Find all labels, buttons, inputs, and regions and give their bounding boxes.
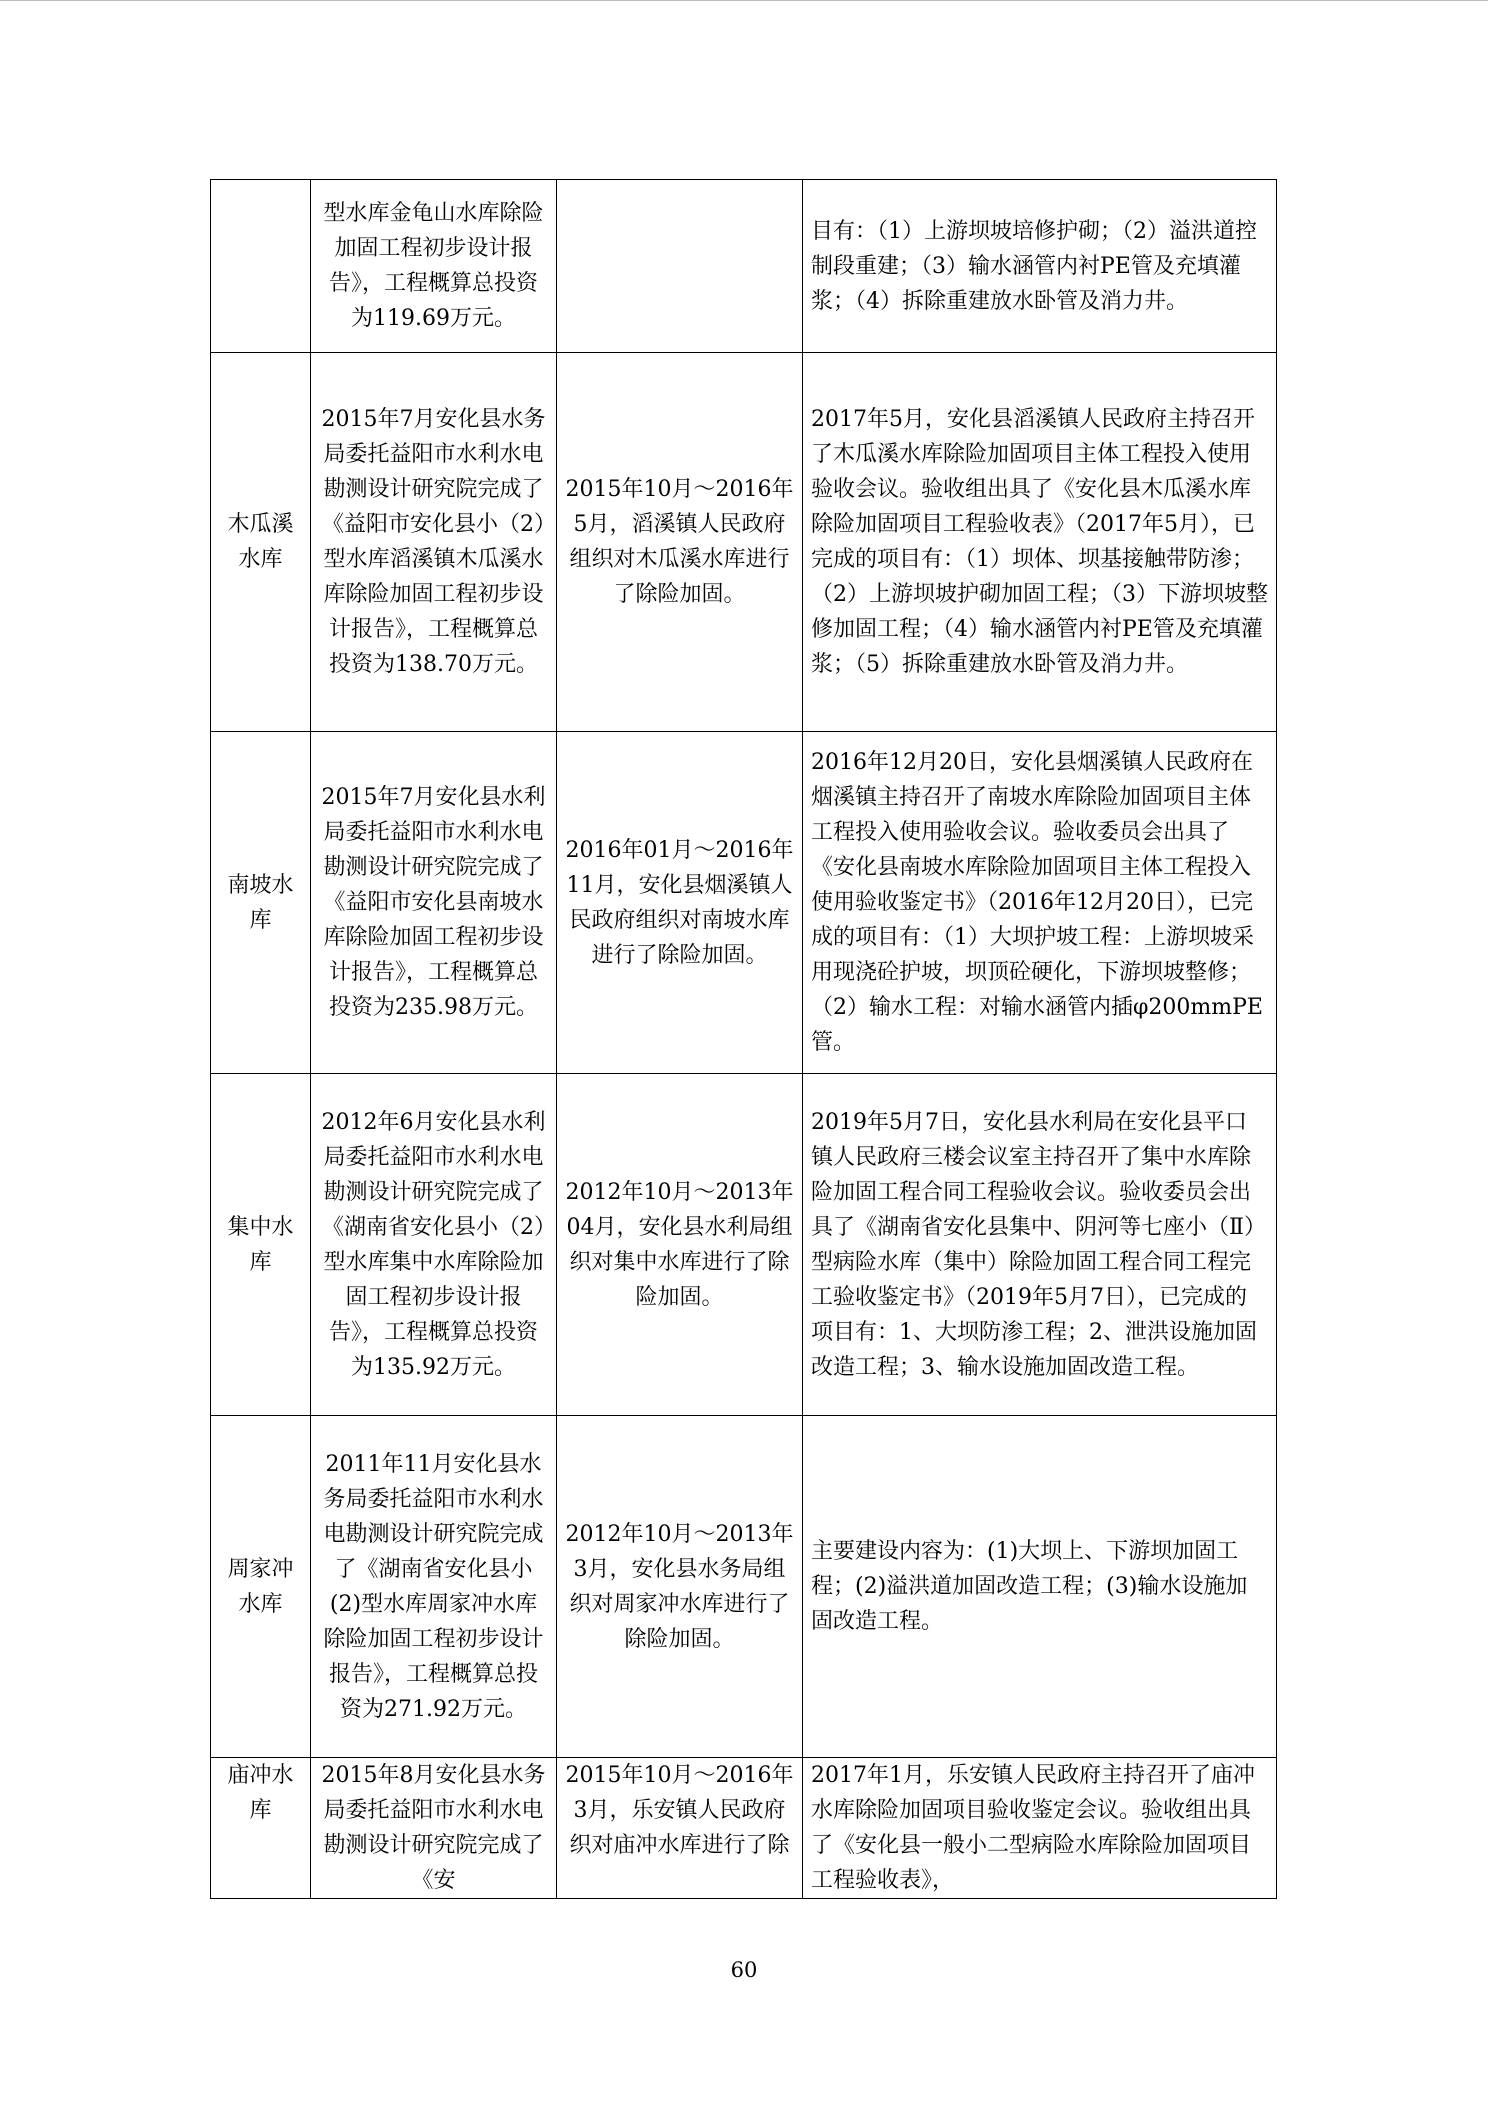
reservoir-name: 庙冲水库 <box>227 1763 294 1823</box>
period-cell <box>557 1074 803 1416</box>
construction-period-text: 2012年10月～2013年3月，安化县水务局组织对周家冲水库进行了除险加固。 <box>565 1521 794 1652</box>
design-report-text: 型水库金龟山水库除险加固工程初步设计报告》，工程概算总投资为119.69万元。 <box>323 201 544 331</box>
acceptance-text: 主要建设内容为：(1)大坝上、下游坝加固工程；(2)溢洪道加固改造工程；(3)输水设施加固改造工程。 <box>811 1539 1248 1634</box>
period-cell <box>557 353 803 732</box>
table-row <box>211 1074 1277 1416</box>
acceptance-cell <box>803 353 1277 732</box>
reservoir-name: 集中水库 <box>227 1214 294 1275</box>
acceptance-text: 2016年12月20日，安化县烟溪镇人民政府在烟溪镇主持召开了南坡水库除险加固项目主体工程投入使用验收会议。验收委员会出具了《安化县南坡水库除险加固项目主体工程投入使用验收鉴定书》（2016年12月20日），已完成的项目有：（1）大坝护坡工程：上游坝坡采用现浇砼护坡，坝顶砼硬化，下游坝坡整修；（2）输水工程：对输水涵管内插φ200mmPE管。 <box>811 750 1263 1055</box>
page-number: 60 <box>730 1958 758 1982</box>
construction-period-text: 2015年10月～2016年5月，滔溪镇人民政府组织对木瓜溪水库进行了除险加固。 <box>565 477 794 607</box>
acceptance-cell <box>803 180 1277 353</box>
acceptance-cell <box>803 1074 1277 1416</box>
reservoir-name: 南坡水库 <box>227 872 294 933</box>
design-cell <box>311 180 557 353</box>
page-top-border <box>0 0 1488 1</box>
reservoir-name: 木瓜溪水库 <box>227 512 294 572</box>
construction-period-text: 2016年01月～2016年11月，安化县烟溪镇人民政府组织对南坡水库进行了除险加固。 <box>565 837 794 968</box>
design-report-text: 2012年6月安化县水利局委托益阳市水利水电勘测设计研究院完成了《湖南省安化县小（2）型水库集中水库除险加固工程初步设计报告》，工程概算总投资为135.92万元。 <box>321 1109 546 1380</box>
acceptance-text: 目有：（1）上游坝坡培修护砌；（2）溢洪道控制段重建；（3）输水涵管内衬PE管及充填灌浆；（4）拆除重建放水卧管及消力井。 <box>811 218 1257 314</box>
design-cell <box>311 353 557 732</box>
table-row <box>211 180 1277 353</box>
acceptance-text: 2019年5月7日，安化县水利局在安化县平口镇人民政府三楼会议室主持召开了集中水库除险加固工程合同工程验收会议。验收委员会出具了《湖南省安化县集中、阴河等七座小（Ⅱ）型病险水库（集中）除险加固工程合同工程完工验收鉴定书》（2019年5月7日），已完成的项目有：1、大坝防渗工程；2、泄洪设施加固改造工程；3、输水设施加固改造工程。 <box>811 1109 1266 1380</box>
acceptance-cell <box>803 1758 1277 1899</box>
period-cell <box>557 1758 803 1899</box>
design-report-text: 2015年7月安化县水利局委托益阳市水利水电勘测设计研究院完成了《益阳市安化县南坡水库除险加固工程初步设计报告》，工程概算总投资为235.98万元。 <box>321 785 546 1020</box>
construction-period-text: 2012年10月～2013年04月，安化县水利局组织对集中水库进行了除险加固。 <box>565 1179 794 1310</box>
reservoir-name-cell <box>211 1416 311 1758</box>
period-cell <box>557 180 803 353</box>
acceptance-cell <box>803 732 1277 1074</box>
design-report-text: 2015年8月安化县水务局委托益阳市水利水电勘测设计研究院完成了《安 <box>321 1763 546 1893</box>
design-report-text: 2015年7月安化县水务局委托益阳市水利水电勘测设计研究院完成了《益阳市安化县小（2）型水库滔溪镇木瓜溪水库除险加固工程初步设计报告》，工程概算总投资为138.70万元。 <box>321 407 546 677</box>
period-cell <box>557 732 803 1074</box>
table-row <box>211 353 1277 732</box>
acceptance-text: 2017年1月，乐安镇人民政府主持召开了庙冲水库除险加固项目验收鉴定会议。验收组出具了《安化县一般小二型病险水库除险加固项目工程验收表》， <box>811 1763 1255 1893</box>
design-cell <box>311 1416 557 1758</box>
reservoir-table <box>210 179 1277 1899</box>
reservoir-name-cell <box>211 180 311 353</box>
reservoir-name-cell <box>211 732 311 1074</box>
table-row <box>211 1758 1277 1899</box>
acceptance-text: 2017年5月，安化县滔溪镇人民政府主持召开了木瓜溪水库除险加固项目主体工程投入使用验收会议。验收组出具了《安化县木瓜溪水库除险加固项目工程验收表》（2017年5月），已完成的项目有：（1）坝体、坝基接触带防渗；（2）上游坝坡护砌加固工程；（3）下游坝坡整修加固工程；（4）输水涵管内衬PE管及充填灌浆；（5）拆除重建放水卧管及消力井。 <box>811 407 1268 677</box>
acceptance-cell <box>803 1416 1277 1758</box>
design-cell <box>311 1758 557 1899</box>
table-row <box>211 732 1277 1074</box>
period-cell <box>557 1416 803 1758</box>
reservoir-name: 周家冲水库 <box>227 1556 294 1617</box>
table-row <box>211 1416 1277 1758</box>
reservoir-name-cell <box>211 1758 311 1899</box>
design-cell <box>311 1074 557 1416</box>
design-report-text: 2011年11月安化县水务局委托益阳市水利水电勘测设计研究院完成了《湖南省安化县小(2)型水库周家冲水库除险加固工程初步设计报告》，工程概算总投资为271.92万元。 <box>323 1451 544 1722</box>
design-cell <box>311 732 557 1074</box>
reservoir-name-cell <box>211 353 311 732</box>
reservoir-name-cell <box>211 1074 311 1416</box>
construction-period-text: 2015年10月～2016年3月，乐安镇人民政府织对庙冲水库进行了除 <box>565 1763 794 1858</box>
